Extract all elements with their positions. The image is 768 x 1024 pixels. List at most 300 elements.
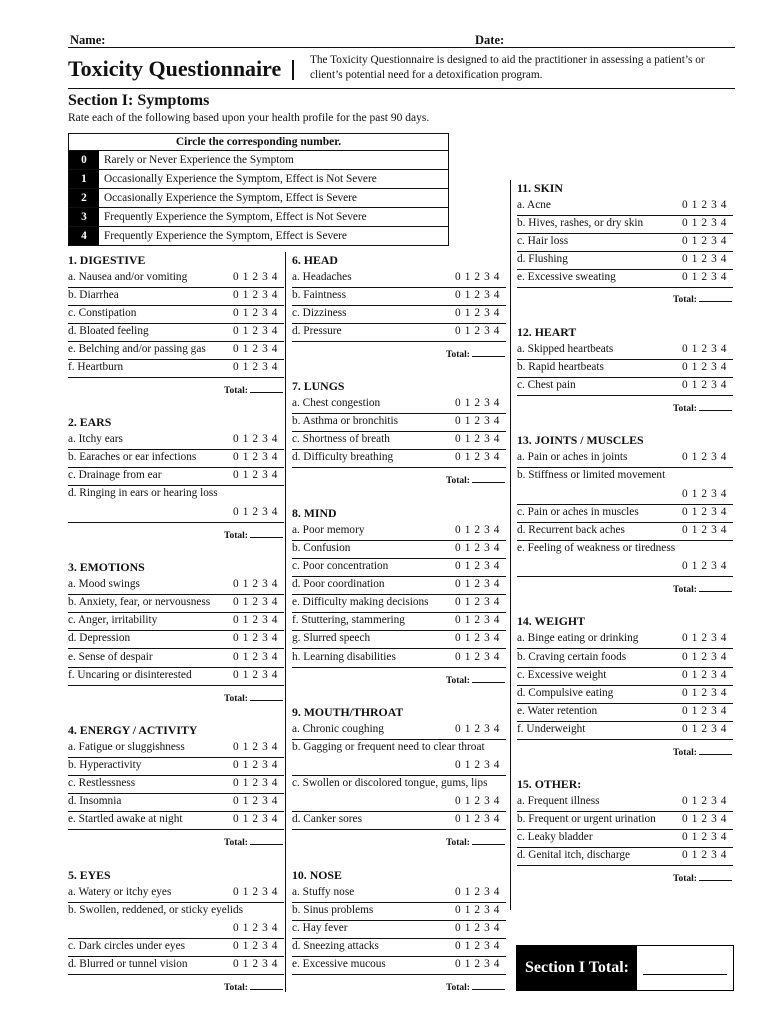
symptom-label: c. Swollen or discolored tongue, gums, lips [292, 777, 488, 789]
symptom-label: e. Water retention [517, 705, 598, 717]
symptom-row [292, 722, 506, 740]
rating-scale[interactable]: 0 1 2 3 4 [233, 759, 278, 771]
rating-scale[interactable]: 0 1 2 3 4 [233, 669, 278, 681]
symptom-label: d. Poor coordination [292, 578, 385, 590]
column-divider-left [285, 252, 286, 992]
symptom-label: b. Frequent or urgent urination [517, 813, 656, 825]
rating-scale[interactable]: 0 1 2 3 4 [455, 958, 500, 970]
legend-number: 0 [69, 151, 99, 169]
section-total [673, 401, 732, 414]
rating-scale[interactable]: 0 1 2 3 4 [682, 651, 727, 663]
total-label: Total: [224, 838, 248, 848]
rating-scale[interactable]: 0 1 2 3 4 [233, 795, 278, 807]
total-label: Total: [224, 386, 248, 396]
symptom-label: c. Restlessness [68, 777, 136, 789]
rating-scale[interactable]: 0 1 2 3 4 [682, 271, 727, 283]
legend-row [69, 170, 448, 189]
rating-scale[interactable]: 0 1 2 3 4 [455, 940, 500, 952]
symptom-label: e. Excessive mucous [292, 958, 386, 970]
total-input[interactable] [699, 292, 732, 302]
rating-scale[interactable]: 0 1 2 3 4 [455, 813, 500, 825]
total-input[interactable] [472, 980, 505, 990]
symptom-row [292, 776, 506, 812]
symptom-label: c. Hay fever [292, 922, 348, 934]
symptom-row [68, 342, 284, 360]
total-input[interactable] [699, 401, 732, 411]
symptom-label: d. Bloated feeling [68, 325, 149, 337]
rating-scale[interactable]: 0 1 2 3 4 [682, 235, 727, 247]
symptom-row [517, 722, 733, 740]
rating-scale[interactable]: 0 1 2 3 4 [682, 451, 727, 463]
rating-scale[interactable]: 0 1 2 3 4 [455, 795, 500, 807]
symptom-label: c. Hair loss [517, 235, 569, 247]
symptom-row [517, 686, 733, 704]
rating-scale[interactable]: 0 1 2 3 4 [682, 199, 727, 211]
rating-scale[interactable]: 0 1 2 3 4 [233, 578, 278, 590]
rating-scale[interactable]: 0 1 2 3 4 [233, 307, 278, 319]
symptom-row [292, 559, 506, 577]
name-label: Name: [70, 33, 106, 47]
header-rule-bottom [68, 88, 735, 89]
legend-row [69, 189, 448, 208]
symptom-label: a. Chronic coughing [292, 723, 384, 735]
symptom-label: c. Leaky bladder [517, 831, 593, 843]
symptom-label: c. Chest pain [517, 379, 576, 391]
rating-scale[interactable]: 0 1 2 3 4 [455, 289, 500, 301]
symptom-row [517, 704, 733, 722]
symptom-label: b. Asthma or bronchitis [292, 415, 399, 427]
total-label: Total: [224, 694, 248, 704]
symptom-label: f. Underweight [517, 723, 586, 735]
total-input[interactable] [472, 835, 505, 845]
symptom-row [68, 650, 284, 668]
rating-scale[interactable]: 0 1 2 3 4 [455, 271, 500, 283]
rating-scale[interactable]: 0 1 2 3 4 [682, 560, 727, 572]
rating-scale[interactable]: 0 1 2 3 4 [455, 542, 500, 554]
section-title: 13. JOINTS / MUSCLES [517, 433, 644, 447]
rating-scale[interactable]: 0 1 2 3 4 [682, 705, 727, 717]
total-label: Total: [673, 748, 697, 758]
symptom-row [292, 396, 506, 414]
section-title: 2. EARS [68, 415, 112, 429]
rating-scale[interactable]: 0 1 2 3 4 [682, 831, 727, 843]
rating-scale[interactable]: 0 1 2 3 4 [455, 433, 500, 445]
rating-scale[interactable]: 0 1 2 3 4 [233, 632, 278, 644]
symptom-label: c. Poor concentration [292, 560, 389, 572]
section-title: 10. NOSE [292, 868, 342, 882]
symptom-row [68, 631, 284, 649]
section-total [224, 383, 283, 396]
symptom-label: c. Excessive weight [517, 669, 607, 681]
symptom-label: d. Pressure [292, 325, 342, 337]
symptom-label: a. Skipped heartbeats [517, 343, 614, 355]
section-title: 15. OTHER: [517, 777, 582, 791]
rating-scale[interactable]: 0 1 2 3 4 [455, 596, 500, 608]
rating-scale[interactable]: 0 1 2 3 4 [233, 361, 278, 373]
symptom-row [68, 885, 284, 903]
symptom-row [517, 830, 733, 848]
symptom-row [68, 324, 284, 342]
legend-number: 3 [69, 208, 99, 226]
rating-scale[interactable]: 0 1 2 3 4 [682, 361, 727, 373]
symptom-row [292, 939, 506, 957]
intro-text: The Toxicity Questionnaire is designed to aid the practitioner in assessing a patient’s or client’s potential need for a detoxification program. [310, 54, 705, 81]
rating-scale[interactable]: 0 1 2 3 4 [233, 741, 278, 753]
legend-text: Rarely or Never Experience the Symptom [104, 154, 294, 166]
symptom-label: c. Drainage from ear [68, 469, 162, 481]
total-label: Total: [673, 874, 697, 884]
symptom-label: a. Headaches [292, 271, 352, 283]
symptom-label: b. Earaches or ear infections [68, 451, 197, 463]
symptom-row [517, 668, 733, 686]
section-total [224, 691, 283, 704]
rating-scale[interactable]: 0 1 2 3 4 [233, 325, 278, 337]
symptom-row [68, 758, 284, 776]
symptom-row [68, 794, 284, 812]
symptom-label: c. Dark circles under eyes [68, 940, 185, 952]
symptom-label: a. Pain or aches in joints [517, 451, 628, 463]
rating-scale[interactable]: 0 1 2 3 4 [233, 469, 278, 481]
symptom-row [517, 794, 733, 812]
rating-scale[interactable]: 0 1 2 3 4 [233, 614, 278, 626]
page-title: Toxicity Questionnaire [68, 56, 282, 81]
legend-row [69, 151, 448, 170]
symptom-row [68, 360, 284, 378]
rating-scale[interactable]: 0 1 2 3 4 [455, 325, 500, 337]
rating-scale[interactable]: 0 1 2 3 4 [233, 506, 278, 518]
rating-scale[interactable]: 0 1 2 3 4 [233, 651, 278, 663]
symptom-row [517, 270, 733, 288]
symptom-label: b. Diarrhea [68, 289, 119, 301]
symptom-label: b. Craving certain foods [517, 651, 627, 663]
total-input[interactable] [250, 980, 283, 990]
total-input[interactable] [699, 582, 732, 592]
symptom-row [292, 595, 506, 613]
total-input[interactable] [699, 871, 732, 881]
section-total [224, 528, 283, 541]
rating-scale[interactable]: 0 1 2 3 4 [682, 687, 727, 699]
rating-scale[interactable]: 0 1 2 3 4 [682, 253, 727, 265]
symptom-row [292, 523, 506, 541]
rating-scale[interactable]: 0 1 2 3 4 [455, 560, 500, 572]
symptom-label: d. Genital itch, discharge [517, 849, 631, 861]
symptom-row [292, 432, 506, 450]
symptom-label: c. Constipation [68, 307, 137, 319]
symptom-label: f. Uncaring or disinterested [68, 669, 192, 681]
section-total-label: Section I Total: [517, 946, 637, 990]
section-title: 1. DIGESTIVE [68, 253, 146, 267]
title-divider [292, 60, 294, 80]
symptom-label: b. Anxiety, fear, or nervousness [68, 596, 211, 608]
section-total [446, 673, 505, 686]
rating-scale[interactable]: 0 1 2 3 4 [455, 578, 500, 590]
symptom-label: a. Fatigue or sluggishness [68, 741, 185, 753]
rating-scale[interactable]: 0 1 2 3 4 [682, 669, 727, 681]
rating-scale[interactable]: 0 1 2 3 4 [682, 217, 727, 229]
symptom-row [68, 468, 284, 486]
symptom-row [292, 921, 506, 939]
symptom-row [68, 486, 284, 523]
symptom-label: d. Compulsive eating [517, 687, 614, 699]
rating-scale[interactable]: 0 1 2 3 4 [233, 940, 278, 952]
symptom-row [292, 270, 506, 288]
total-label: Total: [446, 983, 470, 993]
symptom-label: f. Heartburn [68, 361, 124, 373]
rating-scale[interactable]: 0 1 2 3 4 [233, 777, 278, 789]
symptom-label: e. Startled awake at night [68, 813, 183, 825]
legend-title: Circle the corresponding number. [69, 134, 448, 151]
symptom-label: b. Hives, rashes, or dry skin [517, 217, 644, 229]
symptom-row [517, 505, 733, 523]
rating-scale[interactable]: 0 1 2 3 4 [233, 596, 278, 608]
symptom-label: b. Confusion [292, 542, 351, 554]
rating-scale[interactable]: 0 1 2 3 4 [455, 307, 500, 319]
symptom-label: d. Ringing in ears or hearing loss [68, 487, 218, 499]
symptom-row [68, 668, 284, 686]
section-title: 7. LUNGS [292, 379, 345, 393]
symptom-row [292, 541, 506, 559]
header-rule-top [68, 47, 735, 48]
symptom-label: b. Stiffness or limited movement [517, 469, 666, 481]
symptom-row [517, 541, 733, 577]
symptom-label: e. Feeling of weakness or tiredness [517, 542, 676, 554]
section-total [673, 582, 732, 595]
section-title: 12. HEART [517, 325, 577, 339]
total-input[interactable] [250, 383, 283, 393]
symptom-row [292, 306, 506, 324]
rating-scale[interactable]: 0 1 2 3 4 [682, 795, 727, 807]
rating-scale[interactable]: 0 1 2 3 4 [682, 343, 727, 355]
section-total [673, 871, 732, 884]
symptom-label: c. Anger, irritability [68, 614, 158, 626]
symptom-label: d. Difficulty breathing [292, 451, 394, 463]
symptom-row [292, 885, 506, 903]
section-title: 9. MOUTH/THROAT [292, 705, 404, 719]
total-label: Total: [446, 350, 470, 360]
rating-scale[interactable]: 0 1 2 3 4 [455, 632, 500, 644]
symptom-label: a. Itchy ears [68, 433, 123, 445]
legend-number: 2 [69, 189, 99, 207]
symptom-row [517, 360, 733, 378]
symptom-row [517, 848, 733, 866]
symptom-row [292, 288, 506, 306]
symptom-row [517, 378, 733, 396]
rating-scale[interactable]: 0 1 2 3 4 [233, 289, 278, 301]
symptom-row [292, 324, 506, 342]
legend-number: 1 [69, 170, 99, 188]
symptom-row [517, 216, 733, 234]
section-total-box [516, 945, 734, 991]
symptom-row [292, 812, 506, 830]
rating-scale[interactable]: 0 1 2 3 4 [682, 849, 727, 861]
symptom-row [292, 613, 506, 631]
symptom-label: d. Blurred or tunnel vision [68, 958, 188, 970]
legend-text: Occasionally Experience the Symptom, Effect is Severe [104, 192, 357, 204]
rating-scale[interactable]: 0 1 2 3 4 [233, 271, 278, 283]
symptom-row [517, 252, 733, 270]
symptom-row [517, 450, 733, 468]
symptom-label: a. Binge eating or drinking [517, 632, 639, 644]
symptom-label: b. Gagging or frequent need to clear throat [292, 741, 485, 753]
total-label: Total: [673, 295, 697, 305]
rating-scale[interactable]: 0 1 2 3 4 [455, 922, 500, 934]
rating-scale[interactable]: 0 1 2 3 4 [455, 759, 500, 771]
section-total [224, 980, 283, 993]
symptom-label: a. Nausea and/or vomiting [68, 271, 188, 283]
section-title: 4. ENERGY / ACTIVITY [68, 723, 198, 737]
rating-scale[interactable]: 0 1 2 3 4 [682, 524, 727, 536]
symptom-label: a. Frequent illness [517, 795, 600, 807]
section-total [446, 980, 505, 993]
symptom-row [517, 650, 733, 668]
rating-scale[interactable]: 0 1 2 3 4 [233, 433, 278, 445]
symptom-row [68, 776, 284, 794]
total-input[interactable] [250, 835, 283, 845]
total-label: Total: [224, 983, 248, 993]
section-total-input[interactable] [643, 974, 727, 975]
rating-scale[interactable]: 0 1 2 3 4 [455, 723, 500, 735]
section-total [224, 835, 283, 848]
symptom-label: h. Learning disabilities [292, 651, 396, 663]
legend-row [69, 208, 448, 227]
symptom-label: f. Stuttering, stammering [292, 614, 405, 626]
total-label: Total: [224, 531, 248, 541]
rating-scale[interactable]: 0 1 2 3 4 [233, 813, 278, 825]
symptom-label: d. Insomnia [68, 795, 122, 807]
rating-scale[interactable]: 0 1 2 3 4 [455, 451, 500, 463]
section-title: 6. HEAD [292, 253, 338, 267]
rating-scale[interactable]: 0 1 2 3 4 [455, 886, 500, 898]
total-label: Total: [446, 838, 470, 848]
symptom-row [517, 523, 733, 541]
symptom-row [68, 306, 284, 324]
symptom-label: a. Acne [517, 199, 551, 211]
rating-scale[interactable]: 0 1 2 3 4 [455, 651, 500, 663]
symptom-row [517, 631, 733, 649]
symptom-row [292, 957, 506, 975]
symptom-row [68, 270, 284, 288]
rating-scale[interactable]: 0 1 2 3 4 [682, 379, 727, 391]
symptom-row [68, 613, 284, 631]
rating-scale[interactable]: 0 1 2 3 4 [682, 813, 727, 825]
symptom-row [517, 198, 733, 216]
section-heading: Section I: Symptoms [68, 92, 210, 109]
symptom-row [68, 812, 284, 830]
symptom-label: d. Flushing [517, 253, 568, 265]
rating-scale[interactable]: 0 1 2 3 4 [233, 922, 278, 934]
symptom-row [292, 414, 506, 432]
symptom-row [292, 577, 506, 595]
section-total [673, 745, 732, 758]
symptom-row [68, 288, 284, 306]
symptom-label: c. Shortness of breath [292, 433, 390, 445]
symptom-label: e. Sense of despair [68, 651, 153, 663]
legend-number: 4 [69, 227, 99, 245]
total-label: Total: [673, 404, 697, 414]
section-title: 8. MIND [292, 506, 337, 520]
symptom-row [517, 468, 733, 505]
total-label: Total: [673, 585, 697, 595]
rating-scale[interactable]: 0 1 2 3 4 [233, 343, 278, 355]
symptom-row [68, 577, 284, 595]
section-total [446, 473, 505, 486]
section-total [446, 347, 505, 360]
symptom-row [68, 939, 284, 957]
total-input[interactable] [250, 691, 283, 701]
rating-scale[interactable]: 0 1 2 3 4 [682, 506, 727, 518]
symptom-row [517, 234, 733, 252]
rating-scale[interactable]: 0 1 2 3 4 [233, 451, 278, 463]
total-label: Total: [446, 476, 470, 486]
symptom-row [517, 342, 733, 360]
total-input[interactable] [250, 528, 283, 538]
section-total [673, 292, 732, 305]
symptom-label: d. Sneezing attacks [292, 940, 379, 952]
symptom-label: e. Excessive sweating [517, 271, 616, 283]
symptom-label: a. Watery or itchy eyes [68, 886, 172, 898]
symptom-label: c. Dizziness [292, 307, 347, 319]
rating-scale[interactable]: 0 1 2 3 4 [455, 415, 500, 427]
symptom-row [68, 595, 284, 613]
symptom-row [68, 903, 284, 939]
rating-scale[interactable]: 0 1 2 3 4 [682, 723, 727, 735]
total-input[interactable] [472, 673, 505, 683]
section-total [446, 835, 505, 848]
total-input[interactable] [699, 745, 732, 755]
symptom-row [68, 957, 284, 975]
rating-scale[interactable]: 0 1 2 3 4 [455, 904, 500, 916]
symptom-label: a. Chest congestion [292, 397, 381, 409]
rating-scale[interactable]: 0 1 2 3 4 [682, 488, 727, 500]
legend-text: Frequently Experience the Symptom, Effect is Severe [104, 230, 347, 242]
rating-scale[interactable]: 0 1 2 3 4 [682, 632, 727, 644]
symptom-row [292, 903, 506, 921]
symptom-label: b. Faintness [292, 289, 346, 301]
symptom-label: d. Canker sores [292, 813, 362, 825]
legend-text: Frequently Experience the Symptom, Effect is Not Severe [104, 211, 367, 223]
symptom-label: d. Depression [68, 632, 131, 644]
rating-scale[interactable]: 0 1 2 3 4 [233, 958, 278, 970]
section-title: 14. WEIGHT [517, 614, 585, 628]
symptom-label: b. Rapid heartbeats [517, 361, 604, 373]
section-title: 3. EMOTIONS [68, 560, 145, 574]
symptom-row [292, 450, 506, 468]
total-input[interactable] [472, 473, 505, 483]
symptom-row [68, 432, 284, 450]
symptom-row [292, 631, 506, 649]
rating-scale[interactable]: 0 1 2 3 4 [455, 397, 500, 409]
total-input[interactable] [472, 347, 505, 357]
legend-text: Occasionally Experience the Symptom, Effect is Not Severe [104, 173, 377, 185]
symptom-label: e. Difficulty making decisions [292, 596, 429, 608]
rating-scale[interactable]: 0 1 2 3 4 [455, 614, 500, 626]
total-label: Total: [446, 676, 470, 686]
symptom-label: d. Recurrent back aches [517, 524, 625, 536]
symptom-row [517, 812, 733, 830]
symptom-label: g. Slurred speech [292, 632, 371, 644]
rating-scale[interactable]: 0 1 2 3 4 [455, 524, 500, 536]
symptom-label: b. Hyperactivity [68, 759, 142, 771]
symptom-label: a. Stuffy nose [292, 886, 355, 898]
section-instructions: Rate each of the following based upon your health profile for the past 90 days. [68, 112, 430, 124]
section-title: 5. EYES [68, 868, 111, 882]
symptom-label: a. Poor memory [292, 524, 365, 536]
symptom-row [292, 740, 506, 776]
rating-scale[interactable]: 0 1 2 3 4 [233, 886, 278, 898]
symptom-row [68, 740, 284, 758]
symptom-row [68, 450, 284, 468]
symptom-row [292, 650, 506, 668]
